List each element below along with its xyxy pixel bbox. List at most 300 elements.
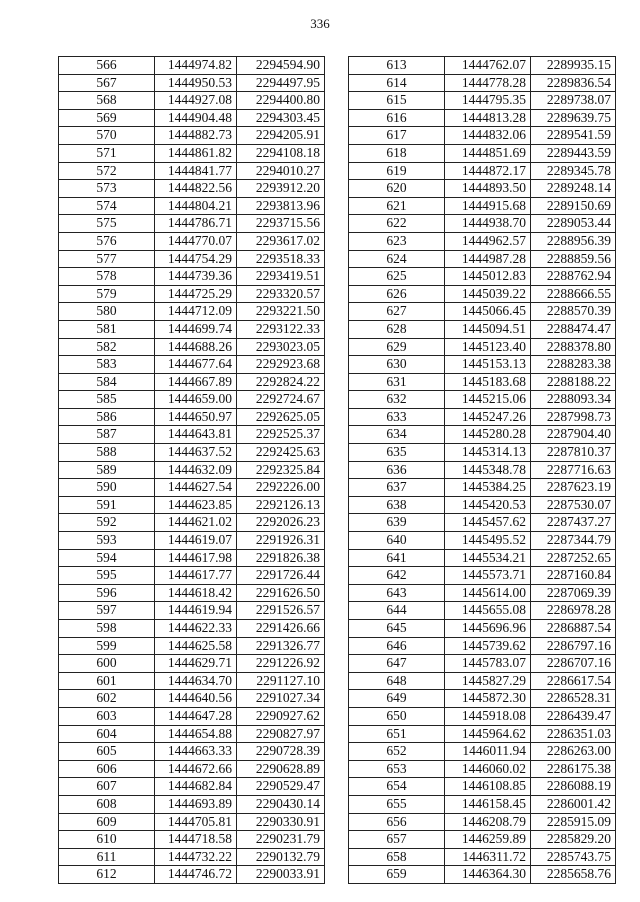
point-number-cell: 573 (59, 180, 155, 198)
table-row (349, 602, 616, 620)
y-coordinate-cell: 2294497.95 (237, 74, 325, 92)
point-number-cell: 602 (59, 690, 155, 708)
table-row (59, 408, 325, 426)
x-coordinate-cell: 1444950.53 (155, 74, 237, 92)
point-number-cell: 576 (59, 232, 155, 250)
point-number-cell: 591 (59, 496, 155, 514)
table-row (59, 92, 325, 110)
table-row (59, 496, 325, 514)
table-row (59, 461, 325, 479)
point-number-cell: 655 (349, 795, 445, 813)
x-coordinate-cell: 1444712.09 (155, 303, 237, 321)
table-row (59, 866, 325, 884)
table-row (59, 373, 325, 391)
table-row (59, 320, 325, 338)
y-coordinate-cell: 2290827.97 (237, 725, 325, 743)
y-coordinate-cell: 2294205.91 (237, 127, 325, 145)
y-coordinate-cell: 2289053.44 (531, 215, 616, 233)
x-coordinate-cell: 1444804.21 (155, 197, 237, 215)
y-coordinate-cell: 2293813.96 (237, 197, 325, 215)
x-coordinate-cell: 1445655.08 (445, 602, 531, 620)
x-coordinate-cell: 1444659.00 (155, 391, 237, 409)
y-coordinate-cell: 2287437.27 (531, 514, 616, 532)
y-coordinate-cell: 2292923.68 (237, 356, 325, 374)
point-number-cell: 587 (59, 426, 155, 444)
point-number-cell: 572 (59, 162, 155, 180)
y-coordinate-cell: 2289836.54 (531, 74, 616, 92)
table-row (349, 690, 616, 708)
x-coordinate-cell: 1445183.68 (445, 373, 531, 391)
point-number-cell: 639 (349, 514, 445, 532)
point-number-cell: 569 (59, 109, 155, 127)
point-number-cell: 604 (59, 725, 155, 743)
y-coordinate-cell: 2289541.59 (531, 127, 616, 145)
y-coordinate-cell: 2292724.67 (237, 391, 325, 409)
y-coordinate-cell: 2288956.39 (531, 232, 616, 250)
x-coordinate-cell: 1445696.96 (445, 620, 531, 638)
table-row (59, 549, 325, 567)
table-row (349, 127, 616, 145)
x-coordinate-cell: 1444663.33 (155, 743, 237, 761)
point-number-cell: 590 (59, 479, 155, 497)
x-coordinate-cell: 1445783.07 (445, 655, 531, 673)
coordinate-table-right (348, 56, 616, 884)
point-number-cell: 621 (349, 197, 445, 215)
x-coordinate-cell: 1444672.66 (155, 760, 237, 778)
y-coordinate-cell: 2286001.42 (531, 795, 616, 813)
point-number-cell: 588 (59, 444, 155, 462)
y-coordinate-cell: 2292625.05 (237, 408, 325, 426)
table-row (59, 479, 325, 497)
x-coordinate-cell: 1444627.54 (155, 479, 237, 497)
table-row (349, 672, 616, 690)
table-row (349, 655, 616, 673)
y-coordinate-cell: 2290033.91 (237, 866, 325, 884)
x-coordinate-cell: 1446060.02 (445, 760, 531, 778)
point-number-cell: 600 (59, 655, 155, 673)
y-coordinate-cell: 2291526.57 (237, 602, 325, 620)
table-row (59, 426, 325, 444)
y-coordinate-cell: 2291027.34 (237, 690, 325, 708)
x-coordinate-cell: 1444778.28 (445, 74, 531, 92)
y-coordinate-cell: 2289935.15 (531, 57, 616, 75)
point-number-cell: 632 (349, 391, 445, 409)
y-coordinate-cell: 2288378.80 (531, 338, 616, 356)
point-number-cell: 607 (59, 778, 155, 796)
x-coordinate-cell: 1444822.56 (155, 180, 237, 198)
table-row (349, 831, 616, 849)
point-number-cell: 636 (349, 461, 445, 479)
table-row (59, 778, 325, 796)
table-row (349, 778, 616, 796)
point-number-cell: 609 (59, 813, 155, 831)
y-coordinate-cell: 2292325.84 (237, 461, 325, 479)
table-row (59, 655, 325, 673)
table-row (349, 285, 616, 303)
y-coordinate-cell: 2290927.62 (237, 707, 325, 725)
point-number-cell: 598 (59, 620, 155, 638)
x-coordinate-cell: 1445964.62 (445, 725, 531, 743)
x-coordinate-cell: 1444637.52 (155, 444, 237, 462)
y-coordinate-cell: 2293122.33 (237, 320, 325, 338)
point-number-cell: 651 (349, 725, 445, 743)
y-coordinate-cell: 2291926.31 (237, 532, 325, 550)
x-coordinate-cell: 1444647.28 (155, 707, 237, 725)
point-number-cell: 646 (349, 637, 445, 655)
point-number-cell: 650 (349, 707, 445, 725)
y-coordinate-cell: 2292425.63 (237, 444, 325, 462)
x-coordinate-cell: 1444974.82 (155, 57, 237, 75)
y-coordinate-cell: 2286797.16 (531, 637, 616, 655)
x-coordinate-cell: 1444677.64 (155, 356, 237, 374)
table-row (59, 707, 325, 725)
y-coordinate-cell: 2287716.63 (531, 461, 616, 479)
table-row (349, 268, 616, 286)
x-coordinate-cell: 1445066.45 (445, 303, 531, 321)
point-number-cell: 574 (59, 197, 155, 215)
x-coordinate-cell: 1444705.81 (155, 813, 237, 831)
x-coordinate-cell: 1444786.71 (155, 215, 237, 233)
x-coordinate-cell: 1444718.58 (155, 831, 237, 849)
table-row (59, 338, 325, 356)
x-coordinate-cell: 1444795.35 (445, 92, 531, 110)
point-number-cell: 571 (59, 144, 155, 162)
x-coordinate-cell: 1445614.00 (445, 584, 531, 602)
table-row (59, 831, 325, 849)
point-number-cell: 648 (349, 672, 445, 690)
point-number-cell: 580 (59, 303, 155, 321)
y-coordinate-cell: 2289248.14 (531, 180, 616, 198)
y-coordinate-cell: 2288570.39 (531, 303, 616, 321)
point-number-cell: 630 (349, 356, 445, 374)
x-coordinate-cell: 1444861.82 (155, 144, 237, 162)
table-row (349, 373, 616, 391)
point-number-cell: 612 (59, 866, 155, 884)
table-row (349, 144, 616, 162)
x-coordinate-cell: 1444841.77 (155, 162, 237, 180)
point-number-cell: 596 (59, 584, 155, 602)
point-number-cell: 659 (349, 866, 445, 884)
point-number-cell: 634 (349, 426, 445, 444)
table-row (59, 197, 325, 215)
point-number-cell: 615 (349, 92, 445, 110)
y-coordinate-cell: 2290430.14 (237, 795, 325, 813)
y-coordinate-cell: 2287530.07 (531, 496, 616, 514)
x-coordinate-cell: 1444682.84 (155, 778, 237, 796)
y-coordinate-cell: 2288188.22 (531, 373, 616, 391)
y-coordinate-cell: 2290628.89 (237, 760, 325, 778)
y-coordinate-cell: 2293518.33 (237, 250, 325, 268)
table-row (349, 426, 616, 444)
y-coordinate-cell: 2286617.54 (531, 672, 616, 690)
y-coordinate-cell: 2291127.10 (237, 672, 325, 690)
point-number-cell: 644 (349, 602, 445, 620)
y-coordinate-cell: 2290529.47 (237, 778, 325, 796)
point-number-cell: 582 (59, 338, 155, 356)
point-number-cell: 641 (349, 549, 445, 567)
x-coordinate-cell: 1445573.71 (445, 567, 531, 585)
x-coordinate-cell: 1444725.29 (155, 285, 237, 303)
table-row (349, 109, 616, 127)
point-number-cell: 627 (349, 303, 445, 321)
x-coordinate-cell: 1445420.53 (445, 496, 531, 514)
point-number-cell: 642 (349, 567, 445, 585)
table-row (349, 725, 616, 743)
table-row (59, 602, 325, 620)
point-number-cell: 631 (349, 373, 445, 391)
y-coordinate-cell: 2293617.02 (237, 232, 325, 250)
point-number-cell: 577 (59, 250, 155, 268)
y-coordinate-cell: 2290231.79 (237, 831, 325, 849)
x-coordinate-cell: 1444915.68 (445, 197, 531, 215)
y-coordinate-cell: 2294108.18 (237, 144, 325, 162)
table-row (59, 162, 325, 180)
y-coordinate-cell: 2285915.09 (531, 813, 616, 831)
x-coordinate-cell: 1445918.08 (445, 707, 531, 725)
point-number-cell: 625 (349, 268, 445, 286)
table-row (349, 514, 616, 532)
x-coordinate-cell: 1444893.50 (445, 180, 531, 198)
x-coordinate-cell: 1444813.28 (445, 109, 531, 127)
point-number-cell: 614 (349, 74, 445, 92)
point-number-cell: 599 (59, 637, 155, 655)
table-row (349, 743, 616, 761)
point-number-cell: 622 (349, 215, 445, 233)
x-coordinate-cell: 1444693.89 (155, 795, 237, 813)
y-coordinate-cell: 2288283.38 (531, 356, 616, 374)
x-coordinate-cell: 1444904.48 (155, 109, 237, 127)
point-number-cell: 581 (59, 320, 155, 338)
table-row (59, 303, 325, 321)
x-coordinate-cell: 1444640.56 (155, 690, 237, 708)
y-coordinate-cell: 2290728.39 (237, 743, 325, 761)
point-number-cell: 616 (349, 109, 445, 127)
table-row (349, 461, 616, 479)
x-coordinate-cell: 1444732.22 (155, 848, 237, 866)
table-row (349, 197, 616, 215)
table-row (59, 567, 325, 585)
y-coordinate-cell: 2285743.75 (531, 848, 616, 866)
y-coordinate-cell: 2286887.54 (531, 620, 616, 638)
y-coordinate-cell: 2288666.55 (531, 285, 616, 303)
table-row (349, 444, 616, 462)
x-coordinate-cell: 1444619.94 (155, 602, 237, 620)
point-number-cell: 617 (349, 127, 445, 145)
x-coordinate-cell: 1446108.85 (445, 778, 531, 796)
point-number-cell: 567 (59, 74, 155, 92)
point-number-cell: 592 (59, 514, 155, 532)
table-row (59, 215, 325, 233)
point-number-cell: 657 (349, 831, 445, 849)
point-number-cell: 608 (59, 795, 155, 813)
y-coordinate-cell: 2293419.51 (237, 268, 325, 286)
x-coordinate-cell: 1445123.40 (445, 338, 531, 356)
point-number-cell: 635 (349, 444, 445, 462)
table-row (349, 408, 616, 426)
table-row (349, 637, 616, 655)
point-number-cell: 586 (59, 408, 155, 426)
x-coordinate-cell: 1445012.83 (445, 268, 531, 286)
point-number-cell: 597 (59, 602, 155, 620)
x-coordinate-cell: 1445384.25 (445, 479, 531, 497)
x-coordinate-cell: 1445495.52 (445, 532, 531, 550)
x-coordinate-cell: 1444619.07 (155, 532, 237, 550)
y-coordinate-cell: 2287904.40 (531, 426, 616, 444)
y-coordinate-cell: 2293221.50 (237, 303, 325, 321)
x-coordinate-cell: 1444629.71 (155, 655, 237, 673)
point-number-cell: 656 (349, 813, 445, 831)
table-row (349, 250, 616, 268)
x-coordinate-cell: 1444618.42 (155, 584, 237, 602)
y-coordinate-cell: 2287069.39 (531, 584, 616, 602)
table-row (349, 584, 616, 602)
y-coordinate-cell: 2288093.34 (531, 391, 616, 409)
table-row (349, 303, 616, 321)
x-coordinate-cell: 1444625.58 (155, 637, 237, 655)
x-coordinate-cell: 1444650.97 (155, 408, 237, 426)
x-coordinate-cell: 1446259.89 (445, 831, 531, 849)
table-row (59, 760, 325, 778)
x-coordinate-cell: 1444688.26 (155, 338, 237, 356)
table-row (349, 866, 616, 884)
table-row (349, 320, 616, 338)
table-row (349, 496, 616, 514)
x-coordinate-cell: 1445094.51 (445, 320, 531, 338)
y-coordinate-cell: 2292824.22 (237, 373, 325, 391)
x-coordinate-cell: 1444654.88 (155, 725, 237, 743)
point-number-cell: 620 (349, 180, 445, 198)
point-number-cell: 653 (349, 760, 445, 778)
point-number-cell: 652 (349, 743, 445, 761)
table-row (59, 444, 325, 462)
x-coordinate-cell: 1445534.21 (445, 549, 531, 567)
x-coordinate-cell: 1445872.30 (445, 690, 531, 708)
point-number-cell: 613 (349, 57, 445, 75)
x-coordinate-cell: 1444643.81 (155, 426, 237, 444)
table-row (349, 356, 616, 374)
table-row (349, 532, 616, 550)
y-coordinate-cell: 2291226.92 (237, 655, 325, 673)
point-number-cell: 601 (59, 672, 155, 690)
table-row (349, 813, 616, 831)
y-coordinate-cell: 2286263.00 (531, 743, 616, 761)
y-coordinate-cell: 2294010.27 (237, 162, 325, 180)
point-number-cell: 594 (59, 549, 155, 567)
table-row (349, 760, 616, 778)
point-number-cell: 610 (59, 831, 155, 849)
y-coordinate-cell: 2289443.59 (531, 144, 616, 162)
table-row (349, 795, 616, 813)
table-row (59, 356, 325, 374)
point-number-cell: 584 (59, 373, 155, 391)
y-coordinate-cell: 2285829.20 (531, 831, 616, 849)
x-coordinate-cell: 1445153.13 (445, 356, 531, 374)
table-row (59, 795, 325, 813)
x-coordinate-cell: 1444623.85 (155, 496, 237, 514)
table-row (59, 127, 325, 145)
x-coordinate-cell: 1444872.17 (445, 162, 531, 180)
y-coordinate-cell: 2292126.13 (237, 496, 325, 514)
y-coordinate-cell: 2287252.65 (531, 549, 616, 567)
y-coordinate-cell: 2285658.76 (531, 866, 616, 884)
point-number-cell: 618 (349, 144, 445, 162)
x-coordinate-cell: 1444987.28 (445, 250, 531, 268)
point-number-cell: 579 (59, 285, 155, 303)
point-number-cell: 605 (59, 743, 155, 761)
table-row (59, 232, 325, 250)
y-coordinate-cell: 2287998.73 (531, 408, 616, 426)
y-coordinate-cell: 2287160.84 (531, 567, 616, 585)
table-row (59, 672, 325, 690)
y-coordinate-cell: 2289345.78 (531, 162, 616, 180)
point-number-cell: 643 (349, 584, 445, 602)
y-coordinate-cell: 2291426.66 (237, 620, 325, 638)
x-coordinate-cell: 1446158.45 (445, 795, 531, 813)
point-number-cell: 583 (59, 356, 155, 374)
point-number-cell: 619 (349, 162, 445, 180)
table-row (349, 479, 616, 497)
y-coordinate-cell: 2293912.20 (237, 180, 325, 198)
y-coordinate-cell: 2293715.56 (237, 215, 325, 233)
point-number-cell: 649 (349, 690, 445, 708)
point-number-cell: 628 (349, 320, 445, 338)
table-row (59, 74, 325, 92)
table-row (349, 707, 616, 725)
point-number-cell: 578 (59, 268, 155, 286)
point-number-cell: 629 (349, 338, 445, 356)
y-coordinate-cell: 2286439.47 (531, 707, 616, 725)
table-row (59, 180, 325, 198)
table-row (349, 549, 616, 567)
table-row (59, 743, 325, 761)
point-number-cell: 647 (349, 655, 445, 673)
y-coordinate-cell: 2290330.91 (237, 813, 325, 831)
table-row (59, 514, 325, 532)
y-coordinate-cell: 2287344.79 (531, 532, 616, 550)
y-coordinate-cell: 2294400.80 (237, 92, 325, 110)
y-coordinate-cell: 2292226.00 (237, 479, 325, 497)
y-coordinate-cell: 2286351.03 (531, 725, 616, 743)
y-coordinate-cell: 2293320.57 (237, 285, 325, 303)
table-row (349, 567, 616, 585)
point-number-cell: 638 (349, 496, 445, 514)
y-coordinate-cell: 2289738.07 (531, 92, 616, 110)
x-coordinate-cell: 1444882.73 (155, 127, 237, 145)
point-number-cell: 575 (59, 215, 155, 233)
y-coordinate-cell: 2288762.94 (531, 268, 616, 286)
table-row (349, 74, 616, 92)
x-coordinate-cell: 1444770.07 (155, 232, 237, 250)
point-number-cell: 623 (349, 232, 445, 250)
x-coordinate-cell: 1444622.33 (155, 620, 237, 638)
point-number-cell: 654 (349, 778, 445, 796)
y-coordinate-cell: 2290132.79 (237, 848, 325, 866)
y-coordinate-cell: 2286707.16 (531, 655, 616, 673)
y-coordinate-cell: 2286088.19 (531, 778, 616, 796)
x-coordinate-cell: 1444699.74 (155, 320, 237, 338)
table-row (349, 232, 616, 250)
y-coordinate-cell: 2289639.75 (531, 109, 616, 127)
x-coordinate-cell: 1444621.02 (155, 514, 237, 532)
x-coordinate-cell: 1445215.06 (445, 391, 531, 409)
table-row (349, 391, 616, 409)
point-number-cell: 589 (59, 461, 155, 479)
y-coordinate-cell: 2287810.37 (531, 444, 616, 462)
table-row (59, 725, 325, 743)
y-coordinate-cell: 2294303.45 (237, 109, 325, 127)
point-number-cell: 566 (59, 57, 155, 75)
x-coordinate-cell: 1445457.62 (445, 514, 531, 532)
